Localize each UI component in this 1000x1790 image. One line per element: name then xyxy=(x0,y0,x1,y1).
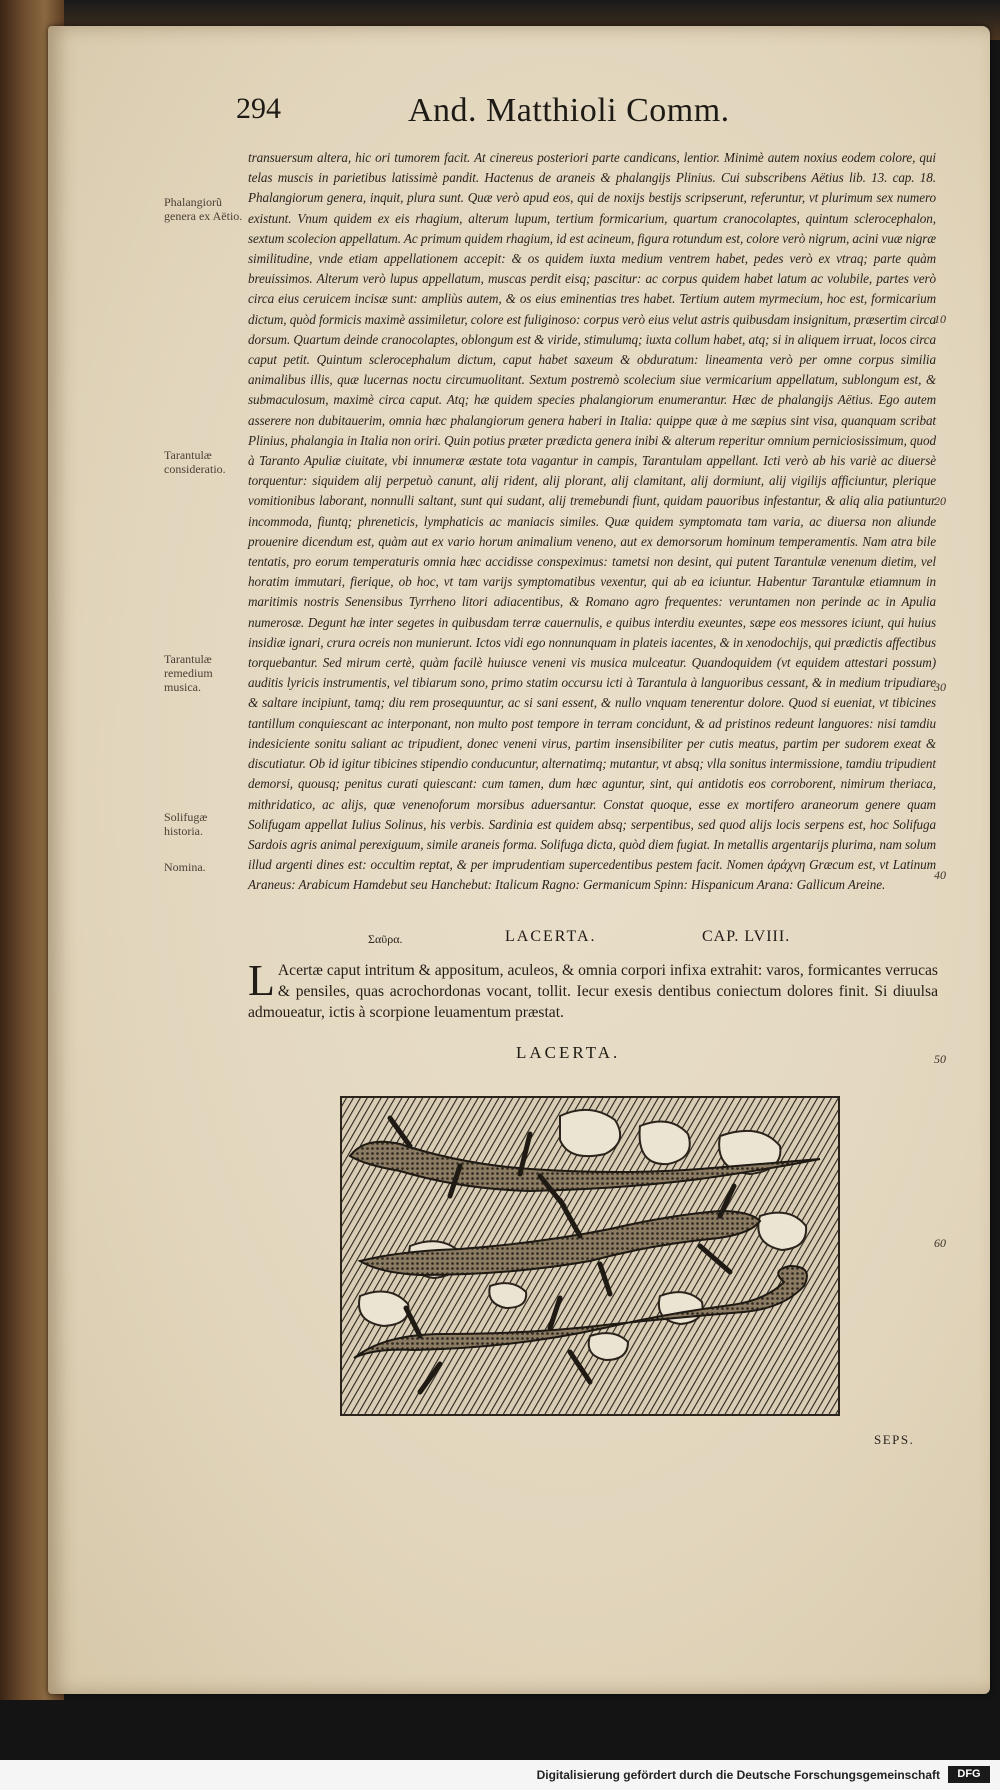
lizard-woodcut-image xyxy=(340,1096,840,1416)
chapter-title: LACERTA. xyxy=(505,928,597,945)
figure-title: LACERTA. xyxy=(516,1043,621,1062)
margin-note-solifuga: Solifugæ historia. xyxy=(164,810,208,838)
margin-note-nomina: Nomina. xyxy=(164,860,206,874)
line-number-60: 60 xyxy=(934,1236,946,1250)
page-number: 294 xyxy=(236,92,281,125)
chapter-paragraph-text: Acertæ caput intritum & appositum, aculeos, & omnia corpori infixa extrahit: varos, formicantes verrucas & pensiles, quas acrochordonas vocant, tollit. Iecur exesis dentibus coniectum dolores finit. Si diuulsa admoueatur, ictis à scorpione leuamentum præstat. xyxy=(248,962,938,1021)
line-number-10: 10 xyxy=(934,312,946,326)
drop-initial: L xyxy=(248,956,275,1005)
catchword: SEPS. xyxy=(874,1432,915,1447)
margin-note-remedium: Tarantulæ remedium musica. xyxy=(164,652,213,694)
line-number-30: 30 xyxy=(934,680,946,694)
running-title: And. Matthioli Comm. xyxy=(408,92,730,129)
line-number-50: 50 xyxy=(934,1052,946,1066)
chapter-number: CAP. LVIII. xyxy=(702,928,791,945)
page-header xyxy=(236,92,756,138)
margin-note-phalangia: Phalangiorũ genera ex Aëtio. xyxy=(164,195,243,223)
dfg-logo: DFG xyxy=(948,1766,990,1783)
line-number-20: 20 xyxy=(934,494,946,508)
chapter-paragraph xyxy=(248,956,938,1023)
chapter-greek-name: Σαῦρα. xyxy=(368,932,403,946)
footer-credit-text: Digitalisierung gefördert durch die Deutsche Forschungsgemeinschaft xyxy=(536,1768,940,1782)
main-text-block: transuersum altera, hic ori tumorem facit. At cinereus posteriori parte candicans, lentior. Minimè autem noxius eodem colore, qui telas muscis in parietibus latissimè pandit. Hactenus de araneis & phalangijs Plinius. Cui subscribens Aëtius lib. 13. cap. 18. Phalangiorum genera, inquit, plura sunt. Quæ verò apud eos, qui de noxijs bestijs scripserunt, referuntur, vt plurimum sex numero existunt. Vnum quidem ex eis rhagium, alterum lupum, tertium formicarium, quartum cranocolaptes, quintum sclerocephalon, sextum scolecion appellatum. Ac primum quidem rhagium, id est acineum, figura rotundum est, colore verò nigrum, acini vuæ nigræ similitudine, vnde etiam appellationem accepit: & os quidem iuxta medium ventrem habet, pedes verò ex vtraq; parte quàm breuissimos. Alterum verò lupus appellatum, muscas perdit eisq; pascitur: ac corpus quidem habet latum ac volubile, partes verò circa eius ceruicem incisæ sunt: ampliùs autem, & os eius eminentias tres habet. Tertium autem myrmecium, hoc est, formicarium dictum, quòd formicis maximè assimiletur, colore est fuliginoso: corpus verò eius velut astris quibusdam insignitum, præsertim circa dorsum. Quartum deinde cranocolaptes, oblongum est & viride, stimulumq; iuxta collum habet, atq; si in aliquem irruat, locos circa caput petit. Quintum sclerocephalum dictum, caput habet saxeum & obduratum: lineamenta verò per omne corpus similia animalibus illis, quæ lucernas noctu circumuolitant. Sextum postremò scolecium siue vermicarium appellatum, sublongum est, & submaculosum, maximè circa caput. Atq; hæ quidem species phalangiorum enumerantur. Hæc de phalangijs Aëtius. Ego autem asserere non dubitauerim, omnia hæc phalangiorum genera haberi in Italia: quippe quæ à me sæpius sint visa, quanquam scribat Plinius, phalangia in Italia non oriri. Quin potius præter prædicta genera inibi & alterum reperitur omnium perniciosissimum, quod à Taranto Apuliæ ciuitate, vbi innumeræ æstate tota vagantur in campis, Tarantulam appellant. Icti verò ab his variè ac diuersè torquentur: siquidem alij perpetuò canunt, alij rident, alij plorant, alij clamitant, alij dormiunt, alij vigilijs afficiuntur, plerique vomitionibus laborant, nonnulli saltant, sunt qui sudant, alij tremebundi fiunt, quidam pauoribus infestantur, & aliq alia patiuntur incommoda, fiuntq; phreneticis, lymphaticis ac maniacis similes. Quæ quidem symptomata tam varia, ac diuersa non aliunde prouenire dicendum est, quàm aut ex vario horum animalium veneno, aut ex demorsorum hominum temperamentis. Nam atra bile tentatis, pro eorum temperaturis omnia hæc accidisse conspeximus: tametsi non desint, qui putent Tarantulæ venenum dietim, vel horatim immutari, fierique, ob hoc, vt tam varijs symptomatibus vexentur, qui ab ea iciuntur. Habentur Tarantulæ etiamnum in maritimis nostris Senensibus Tyrrheno litori adiacentibus, & Romano agro frequentes: veruntamen non perinde ac in Apulia numerosæ. Degunt hæ inter segetes in quibusdam terræ cauernulis, e quibus interdiu exeuntes, sæpe eos messores iciunt, qui huius insidiæ ignari, crura ocreis non munierunt. Ictos vidi ego nonnunquam in plateis iacentes, & in xenodochijs, qui prædictis affectibus torquebantur. Sed mirum certè, quàm facilè huiusce veneni vis musica mulceatur. Quandoquidem (vt equidem attestari possum) auditis lyricis instrumentis, vel tibiarum sono, primo statim occursu icti à Tarantula à languoribus cessant, & in medium tripudiare & saltare incipiunt, tamq; diu rem prosequuntur, ac si sani essent, & nullo vnquam tenerentur dolore. Quod si eueniat, vt tibicines tantillum conquiescant ac interponant, non multo post tempore in terram concidunt, & ad pristinos redeunt languores: nisi tamdiu indesiciente sonitu saliant ac tripudient, donec veneni virus, partim insensibiliter per cutis meatus, partim per sudorem exeat & discutiatur. Ob id igitur tibicines stipendio conducuntur, alternatimq; mutantur, vt absq; vlla sonitus intermissione, tamdiu tripudient demorsi, quousq; penitus curati quiescant: cum tamen, dum hæc aguntur, sint, qui antidotis eos corroborent, nimirum theriaca, mithridatico, ac alijs, quæ venenoforum morsibus aduersantur. Constat quoque, esse ex mortifero araneorum genere quam Solifugam appellat Iulius Solinus, his verbis. Sardinia est quidem absq; serpentibus, sed quod alijs locis serpens est, hoc Solifuga Sardois agris animal perexiguum, simile araneis forma. Solifuga dicta, quòd diem fugiat. In metallis argentarijs plurima, nam solum illud argenti dines est: occultim reptat, & per imprudentiam supercedentibus pestem facit. Nomen ἀράχνη Græcum est, vt Latinum Araneus: Arabicum Hamdebut seu Hanchebut: Italicum Ragno: Germanicum Spinn: Hispanicum Arana: Gallicum Areine. xyxy=(248,150,936,893)
margin-note-tarantula: Tarantulæ consideratio. xyxy=(164,448,226,476)
footer-bar xyxy=(0,1760,1000,1790)
line-number-40: 40 xyxy=(934,868,946,882)
